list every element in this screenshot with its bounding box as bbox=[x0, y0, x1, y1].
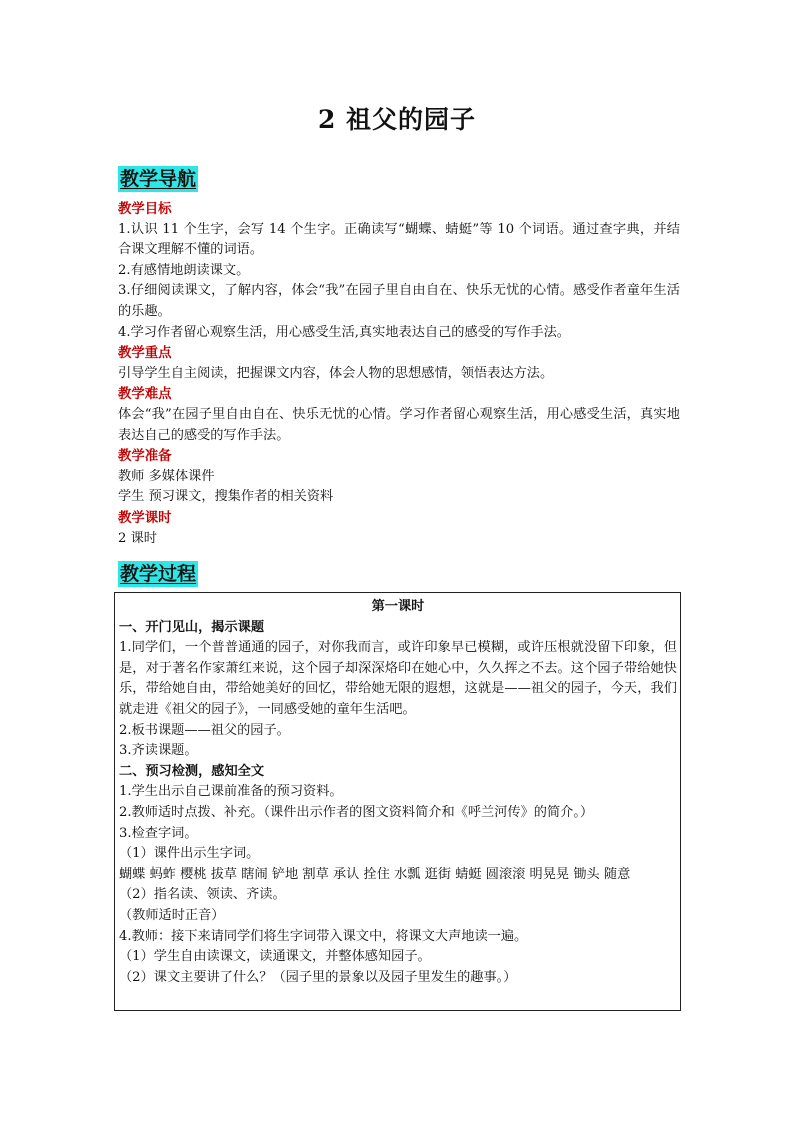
hours-text: 2 课时 bbox=[118, 530, 157, 546]
goal-item: 2.有感情地朗读课文。 bbox=[118, 262, 250, 278]
section-label-teaching-navigation: 教学导航 bbox=[120, 168, 197, 190]
lesson-content bbox=[119, 597, 677, 988]
vocabulary-list: 蝴蝶 蚂蚱 樱桃 拔草 瞎闹 铲地 割草 承认 拴住 水瓢 逛街 蜻蜓 圆滚滚 明晃晃 锄头 随意 bbox=[119, 866, 631, 882]
goal-item: 3.仔细阅读课文，了解内容，体会“我”在园子里自由自在、快乐无忧的心情。感受作者童年生活的乐趣。 bbox=[118, 283, 680, 319]
lesson-table bbox=[114, 592, 681, 1011]
part1-item: 1.同学们，一个普普通通的园子，对你我而言，或许印象早已模糊，或许压根就没留下印象，但是，对于著名作家萧红来说，这个园子却深深烙印在她心中，久久挥之不去。这个园子带给她快乐，带给她自由，带给她美好的回忆，带给她无限的遐想，这就是——祖父的园子，今天，我们就走进《祖父的园子》，一同感受她的童年生活吧。 bbox=[119, 640, 677, 717]
key-points-heading: 教学重点 bbox=[118, 345, 172, 362]
part2-title: 二、预习检测，感知全文 bbox=[119, 763, 265, 779]
part2-item: （1）学生自由读课文，读通课文，并整体感知园子。 bbox=[119, 949, 431, 965]
page-title: 2 祖父的园子 bbox=[317, 105, 477, 134]
part1-title: 一、开门见山，揭示课题 bbox=[119, 619, 265, 635]
goal-item: 1.认识 11 个生字，会写 14 个生字。正确读写“蝴蝶、蜻蜓”等 10 个词语。通过查字典，并结合课文理解不懂的词语。 bbox=[118, 221, 680, 258]
preparation-heading: 教学准备 bbox=[118, 448, 172, 465]
difficulties-heading: 教学难点 bbox=[118, 386, 172, 403]
difficulties-text: 体会“我”在园子里自由自在、快乐无忧的心情。学习作者留心观察生活，用心感受生活，真实地表达自己的感受的写作手法。 bbox=[118, 406, 680, 443]
part1-item: 2.板书课题——祖父的园子。 bbox=[119, 722, 290, 738]
goal-item: 4.学习作者留心观察生活，用心感受生活,真实地表达自己的感受的写作手法。 bbox=[118, 324, 570, 340]
part2-item: （2）课文主要讲了什么？（园子里的景象以及园子里发生的趣事。） bbox=[119, 969, 517, 985]
hours-heading: 教学课时 bbox=[118, 509, 172, 526]
part2-item: 3.检查字词。 bbox=[119, 825, 198, 841]
part2-item: 2.教师适时点拨、补充。（课件出示作者的图文资料简介和《呼兰河传》的简介。） bbox=[119, 804, 594, 820]
part2-item: 4.教师：接下来请同学们将生字词带入课文中，将课文大声地读一遍。 bbox=[119, 928, 528, 944]
part2-item: （1）课件出示生字词。 bbox=[119, 846, 260, 862]
goals-heading: 教学目标 bbox=[118, 201, 172, 217]
section-label-teaching-process: 教学过程 bbox=[120, 563, 197, 585]
preparation-student: 学生 预习课文，搜集作者的相关资料 bbox=[118, 489, 334, 505]
lesson-heading: 第一课时 bbox=[371, 599, 425, 614]
part1-item: 3.齐读课题。 bbox=[119, 743, 198, 759]
part2-item: （教师适时正音） bbox=[119, 907, 225, 923]
part2-item: 1.学生出示自己课前准备的预习资料。 bbox=[119, 784, 343, 800]
teaching-navigation-content bbox=[118, 199, 680, 549]
part2-item: （2）指名读、领读、齐读。 bbox=[119, 887, 286, 903]
key-points-text: 引导学生自主阅读，把握课文内容，体会人物的思想感情，领悟表达方法。 bbox=[118, 365, 554, 381]
preparation-teacher: 教师 多媒体课件 bbox=[118, 468, 215, 484]
